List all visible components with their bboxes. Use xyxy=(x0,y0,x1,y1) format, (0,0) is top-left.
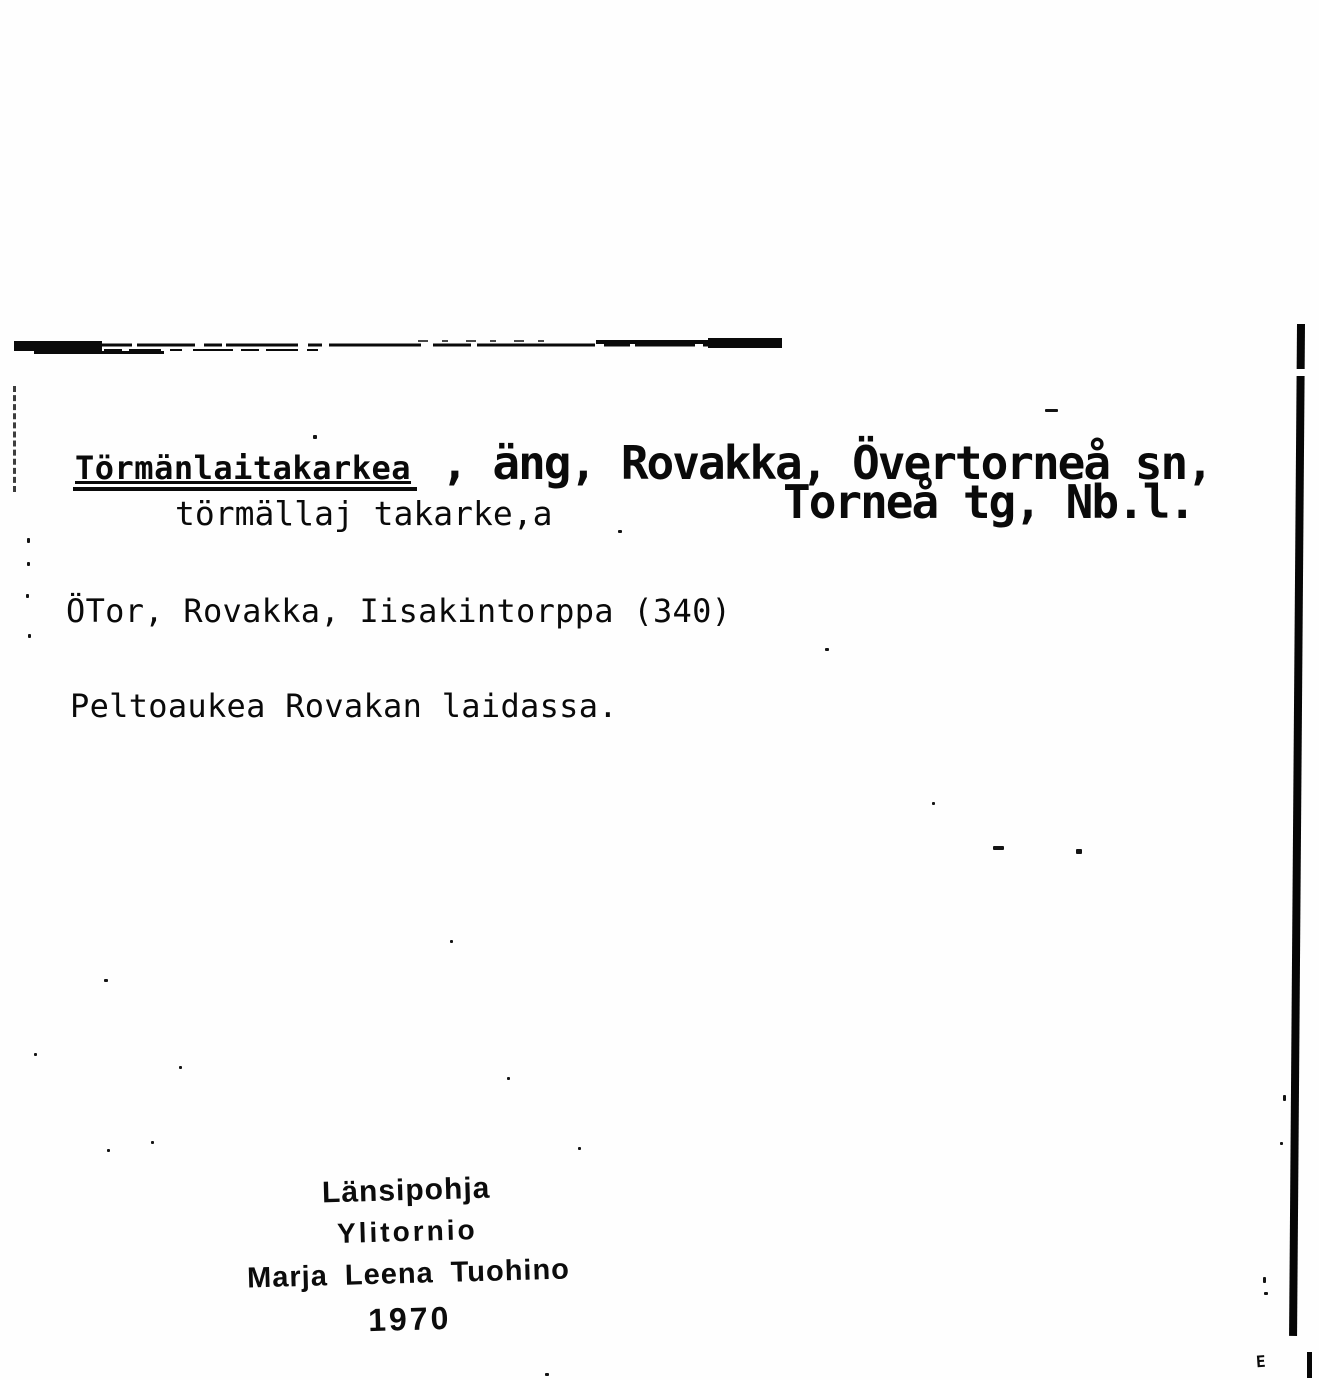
ink-speck xyxy=(179,1066,182,1069)
stamp-region: Länsipohja xyxy=(321,1171,491,1210)
scan-dots-left xyxy=(13,386,16,492)
collector-stamp xyxy=(226,1171,590,1340)
ink-speck xyxy=(27,538,30,543)
stamp-municipality: Ylitornio xyxy=(336,1214,479,1249)
ink-speck xyxy=(1076,849,1082,854)
stamp-collector-name: Marja Leena Tuohino xyxy=(246,1253,571,1295)
entry-classification: , äng, Rovakka, Övertorneå sn, xyxy=(441,436,1212,490)
scan-edge-right xyxy=(1289,324,1305,1336)
ink-speck xyxy=(107,1149,110,1152)
description-line: Peltoaukea Rovakan laidassa. xyxy=(70,687,618,725)
scan-edge-right-tail xyxy=(1307,1352,1312,1378)
ink-speck xyxy=(151,1141,154,1144)
headword: Törmänlaitakarkea xyxy=(73,452,417,491)
ink-speck xyxy=(313,435,317,439)
ink-speck xyxy=(27,562,30,566)
edge-smudge-mark: E xyxy=(1255,1351,1267,1372)
ink-speck xyxy=(932,802,935,805)
ink-speck xyxy=(450,940,453,943)
ink-speck xyxy=(618,530,622,533)
ink-speck xyxy=(825,648,829,651)
ink-speck xyxy=(578,1147,581,1150)
ink-speck xyxy=(1283,1095,1286,1101)
ink-speck xyxy=(507,1077,510,1080)
phonetic-form: törmällaj takarke‚a xyxy=(175,494,553,533)
entry-location-line2: Torneå tg, Nb.l. xyxy=(783,475,1195,529)
reference-line: ÖTor, Rovakka, Iisakintorppa (340) xyxy=(66,592,732,630)
ink-speck xyxy=(28,634,31,638)
scan-edge-gap xyxy=(1292,369,1310,376)
scan-edge-top xyxy=(8,332,788,358)
ink-speck xyxy=(545,1373,549,1376)
ink-speck xyxy=(993,846,1004,850)
stamp-year: 1970 xyxy=(367,1299,452,1339)
ink-speck xyxy=(34,1053,37,1056)
ink-speck xyxy=(1280,1142,1283,1145)
ink-speck xyxy=(26,594,29,598)
ink-speck xyxy=(1045,409,1058,412)
ink-speck xyxy=(1264,1292,1268,1295)
ink-speck xyxy=(104,979,108,982)
ink-speck xyxy=(1263,1277,1266,1283)
